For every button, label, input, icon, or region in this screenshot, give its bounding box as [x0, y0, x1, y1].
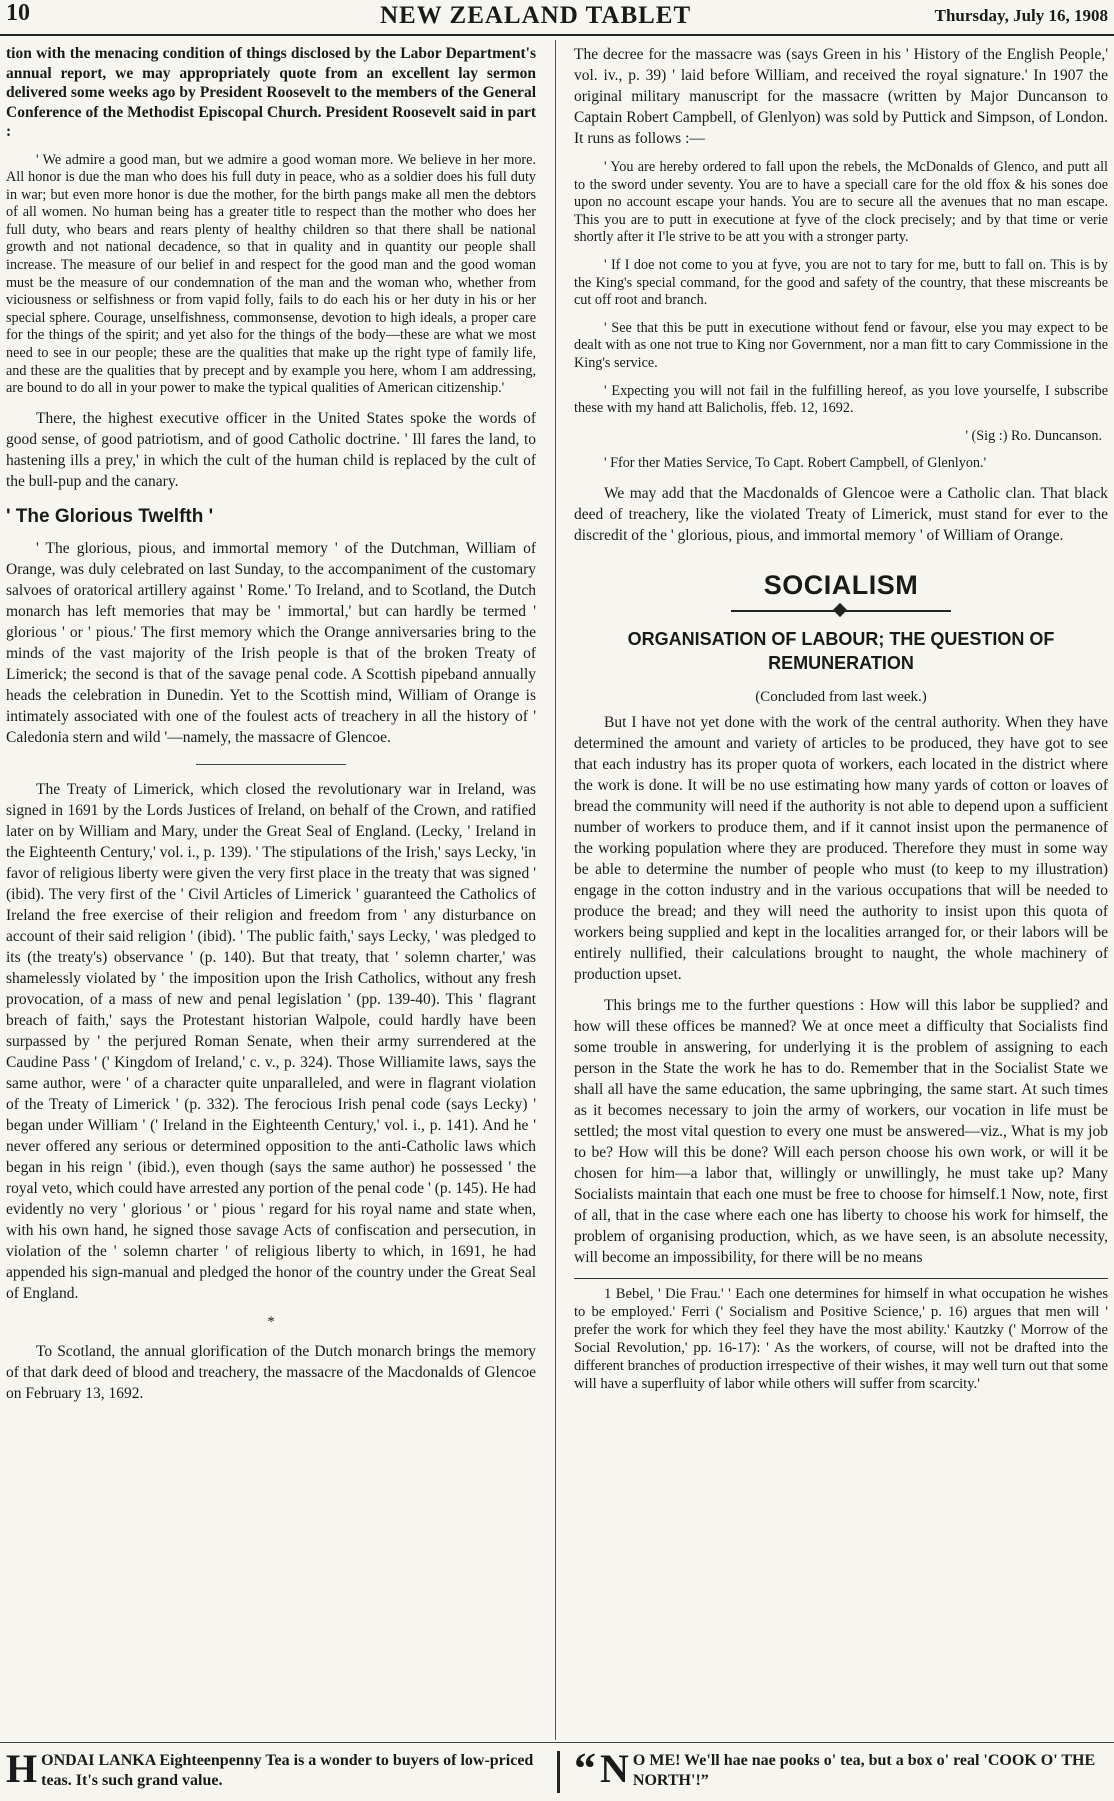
- twelfth-paragraph-1: ' The glorious, pious, and immortal memory ' of the Dutchman, William of Orange, was duly celebrated on last Sunday, to the accompaniment of the customary salvoes of oratorical artillery against ' Rome.' To Ireland, and to Scotland, the Dutch monarch has left memories that may be ' immortal,' but can hardly be termed ' glorious ' or ' pious.' The first memory which the Orange anniversaries bring to the minds of the vast majority of the Irish people is that of the broken Treaty of Limerick; the second is that of the savage penal code. A Scottish pipeband annually heads the celebration in Dunedin. Yet to the Scottish mind, William of Orange is intimately associated with one of the foulest acts of treachery in all the history of ' Caledonia stern and wild '—namely, the massacre of Glencoe.: [6, 539, 536, 746]
- section-heading-glorious-twelfth: ' The Glorious Twelfth ': [6, 505, 214, 527]
- left-column: [6, 44, 536, 1414]
- commentary-paragraph: There, the highest executive officer in the United States spoke the words of good sense, of good patriotism, and of good Catholic doctrine. ' Ill fares the land, to hastening ills a prey,' in which the cult of the human child is replaced by the cult of the bull-pup and the canary.: [6, 409, 536, 490]
- page-number: 10: [6, 0, 30, 26]
- closing-paragraph: We may add that the Macdonalds of Glencoe were a Catholic clan. That black deed of treachery, like the violated Treaty of Limerick, must stand for ever to the discredit of the ' glorious, pious, and immortal memory ' of William of Orange.: [574, 484, 1108, 544]
- ad-drop-cap-n: N: [600, 1746, 629, 1791]
- section-rule: [196, 764, 346, 765]
- hondai-lanka-ad: [6, 1746, 551, 1791]
- decree-paragraph: The decree for the massacre was (says Green in his ' History of the English People,' vol. iv., p. 39) ' laid before William, and received the royal signature.' In 1907 the original military manuscript for the massacre (written by Major Duncanson to Captain Robert Campbell, of Glenlyon) was sold by Puttick and Simpson, of London. It runs as follows :—: [574, 46, 1108, 147]
- cook-o-the-north-ad: [574, 1744, 1108, 1793]
- footnote-rule: [574, 1278, 1108, 1279]
- title-ornament-rule: [731, 605, 951, 617]
- right-column: [574, 44, 1108, 1403]
- massacre-order-3: ' See that this be putt in executione without fend or favour, else you may expect to be dealt with as one not true to King nor Government, nor a man fitt to cary Commissione in the King's service.: [574, 319, 1108, 371]
- issue-date: Thursday, July 16, 1908: [934, 6, 1108, 25]
- roosevelt-intro: tion with the menacing condition of things disclosed by the Labor Department's annual report, we may appropriately quote from an excellent lay sermon delivered some weeks ago by President Roosevelt to the members of the General Conference of the Methodist Episcopal Church. President Roosevelt said in part :: [6, 45, 536, 140]
- socialism-paragraph-2: This brings me to the further questions : How will this labor be supplied? and how will these offices be manned? We at once meet a difficulty that Socialists find some trouble in answering, for underlying it is the problem of assigning to each person in the State the work he has to do. Remember that in the Socialist State we shall all have the same education, the same upbringing, the same start. At such times as it becomes necessary to join the army of workers, our vocation in life must be settled; the most vital question to every one must be answered—viz., What is my job to be? How will this be done? Will each person choose his own work, or will it be chosen for him—a labor that, willingly or unwillingly, he must take up? Many Socialists maintain that each one must be free to choose for himself.1 Now, note, first of all, that in the case where each one has liberty to choose his work for himself, the problem of organising production, which, as we have seen, is an absolute necessity, will become an impossibility, for there will be no means: [574, 996, 1108, 1266]
- roosevelt-quote: ' We admire a good man, but we admire a good woman more. We believe in her more. All honor is due the man who does his full duty in peace, who as a soldier does his full duty in war; but even more honor is due the mother, for the birth pangs make all men the debtors of all women. No human being has a greater title to respect than the mother who does her full duty, who bears and rears plenty of healthy children so that there shall be national growth and not national decadence, so that in quality and in quantity our people shall increase. The measure of our belief in and respect for the good man and the good woman must be the measure of our condemnation of the man and the woman who, whether from viciousness or selfishness or from vapid folly, fails to do each his or her duty in his or her special sphere. Courage, unselfishness, commonsense, devotion to high ideals, a proper care for the things of the spirit; and yet also for the things of the body—these are what we most need to see in our people; these are the qualities that make up the right type of family life, and these are the qualities that by precept and by example you here, whom I am addressing, are bound to do all in your power to make the typical qualities of American citizenship.': [6, 151, 536, 397]
- massacre-order-2: ' If I doe not come to you at fyve, you are not to tary for me, butt to fall on. This is by the King's special command, for the good and safety of the country, that these miscreants be cut off root and branch.: [574, 256, 1108, 309]
- newspaper-title: NEW ZEALAND TABLET: [380, 2, 692, 29]
- cook-o-the-north-ad-text: O ME! We'll hae nae pooks o' tea, but a box o' real 'COOK O' THE NORTH'!”: [632, 1752, 1096, 1789]
- advertisement-strip: [0, 1742, 1114, 1801]
- footnote: 1 Bebel, ' Die Frau.' ' Each one determines for himself in what occupation he wishes to be employed.' Ferri (' Socialism and Positive Science,' p. 16) argues that men will ' prefer the work for which they feel they have the most ability.' Kautzky (' Morrow of the Social Revolution,' pp. 16-17): ' As the workers, of course, will not be drafted into the different branches of production irrespective of their wishes, it may well turn out that some will have a superfluity of labor while others will suffer from scarcity.': [574, 1285, 1108, 1392]
- massacre-order-1: ' You are hereby ordered to fall upon the rebels, the McDonalds of Glenco, and putt all to the sword under seventy. You are to have a speciall care for the old ffox & his sones doe upon no account escape your hands. You are to secure all the avenues that no man escape. This you are to putt in executione at fyve of the clock precisely; and by that time or verie shortly after it I'le strive to be att you with a stronger party.: [574, 159, 1108, 246]
- asterisk-separator: *: [267, 1313, 275, 1330]
- ad-separator-bar: [557, 1751, 560, 1793]
- hondai-lanka-ad-text: ONDAI LANKA Eighteenpenny Tea is a wonder to buyers of low-priced teas. It's such grand value.: [41, 1752, 534, 1789]
- masthead: [0, 0, 1114, 36]
- column-divider: [555, 40, 556, 1740]
- concluded-note: (Concluded from last week.): [755, 688, 927, 705]
- twelfth-paragraph-2: The Treaty of Limerick, which closed the revolutionary war in Ireland, was signed in 1691 by the Lords Justices of Ireland, on behalf of the Crown, and ratified later on by William and Mary, under the Great Seal of England. (Lecky, ' Ireland in the Eighteenth Century,' vol. i., p. 139). ' The stipulations of the Irish,' says Lecky, 'in favor of religious liberty were given the very first place in the treaty that was signed ' (ibid). The very first of the ' Civil Articles of Limerick ' guaranteed the Catholics of Ireland the free exercise of their religion and freedom from ' any disturbance on account of their said religion ' (ibid). ' The public faith,' says Lecky, ' was pledged to its (the treaty's) observance ' (p. 140). But that treaty, that ' solemn charter,' was shamelessly violated by ' the imposition upon the Irish Catholics, without any fresh provocation, of a mass of new and penal legislation ' (pp. 139-40). This ' flagrant breach of faith,' says the Protestant historian Walpole, could hardly have been surpassed by ' the perjured Roman Senate, when their army surrendered at the Caudine Pass ' (' Kingdom of Ireland,' c. v., p. 324). Those Williamite laws, says the same author, were ' of a character quite unparalleled, and were in flagrant violation of the Treaty of Limerick ' (p. 332). The ferocious Irish penal code (says Lecky) ' began under William ' (' Ireland in the Eighteenth Century,' vol. i., p. 141). And he ' never offered any serious or determined opposition to the anti-Catholic laws which began in his reign ' (ibid.), even though (says the same author) he possessed ' the royal veto, which could have arrested any portion of the penal code ' (p. 145). He had evidently no very ' glorious ' or ' pious ' regard for his royal name and state when, with his own hand, he signed those savage Acts of confiscation and persecution, in violation of the ' solemn charter ' of religious liberty to which, in 1691, he had appended his sign-manual and pledged the honor of the country under the Great Seal of England.: [6, 780, 536, 1302]
- socialism-title: SOCIALISM: [763, 569, 919, 600]
- order-signature: ' (Sig :) Ro. Duncanson.: [965, 427, 1102, 444]
- diamond-ornament-icon: [833, 603, 847, 617]
- ad-open-quote: “: [574, 1744, 596, 1793]
- order-address: ' Ffor ther Maties Service, To Capt. Robert Campbell, of Glenlyon.': [604, 455, 987, 472]
- socialism-paragraph-1: But I have not yet done with the work of the central authority. When they have determined the amount and variety of articles to be produced, they have got to see that each industry has its proper quota of workers, each located in the district where the work is done. It will be no use estimating how many yards of cotton or loaves of bread the community will need if the authority is not able to depend upon a sufficient number of workers to produce them, and if it cannot insist upon the permanence of the working population where they are produced. Therefore they must in some way be able to determine the number of people who must (to keep to my illustration) engage in the cotton industry and in the various occupations that will be needed to produce the bread; and they will need the authority to insist upon this quota of workers being supplied and kept in the localities arranged for, or their labors will be entirely nullified, their calculations brought to naught, the whole machinery of production upset.: [574, 713, 1108, 983]
- twelfth-paragraph-3: To Scotland, the annual glorification of the Dutch monarch brings the memory of that dark deed of blood and treachery, the massacre of the Macdonalds of Glencoe on February 13, 1692.: [6, 1342, 536, 1402]
- ad-drop-cap: H: [6, 1746, 38, 1791]
- socialism-subhead: ORGANISATION OF LABOUR; THE QUESTION OF REMUNERATION: [627, 628, 1055, 673]
- massacre-order-4: ' Expecting you will not fail in the fulfilling hereof, as you love yourselfe, I subscribe these with my hand att Balicholis, ffeb. 12, 1692.: [574, 382, 1108, 417]
